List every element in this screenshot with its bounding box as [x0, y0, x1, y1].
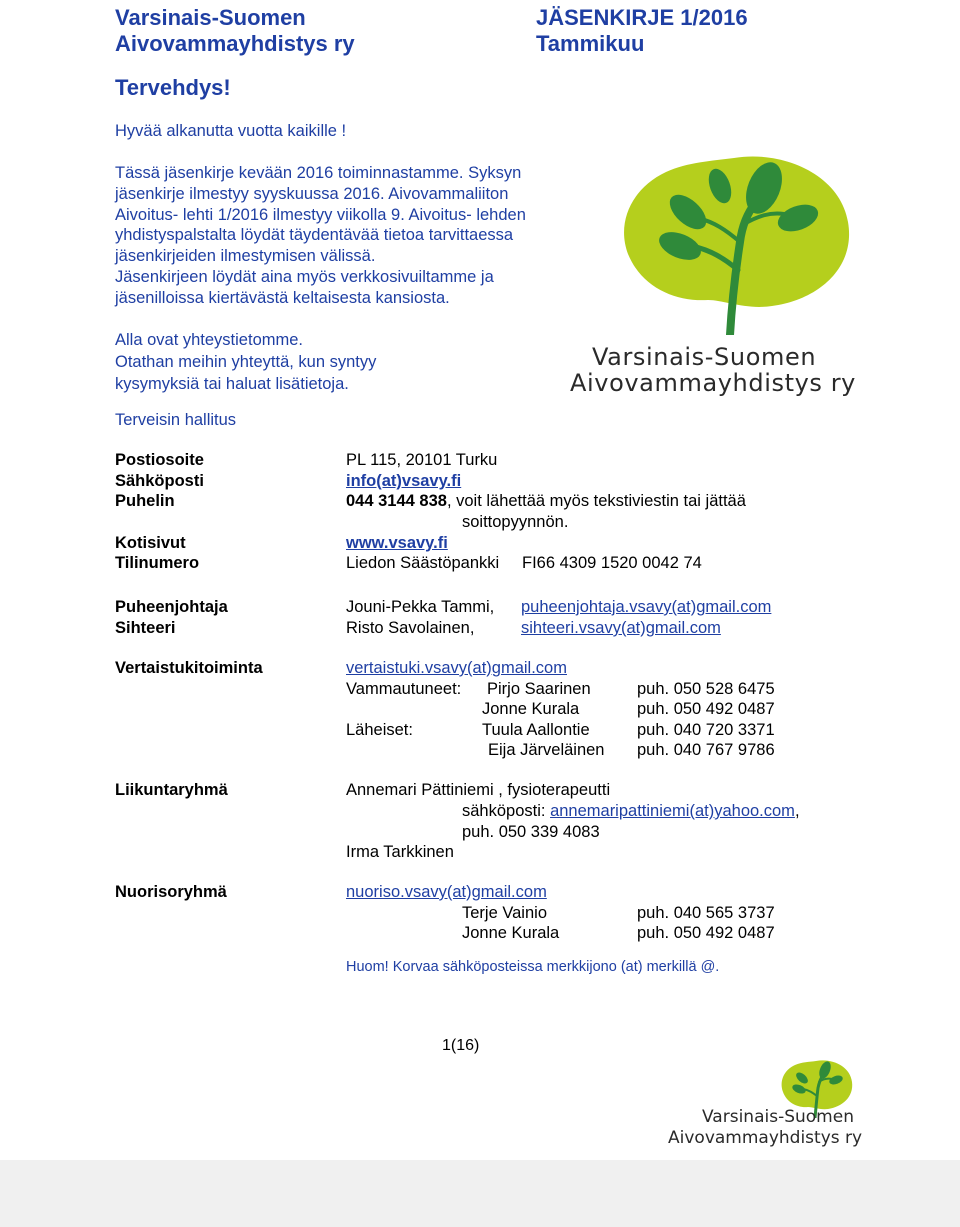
peer-person-name: Eija Järveläinen [488, 741, 605, 759]
phone-line [346, 491, 746, 512]
secretary-email-link[interactable]: sihteeri.vsavy(at)gmail.com [521, 619, 721, 637]
intro-line: Alla ovat yhteystietomme. [115, 331, 303, 349]
peer-person-name: Pirjo Saarinen [487, 680, 591, 698]
exercise-email-line [462, 801, 800, 822]
greeting: Tervehdys! [115, 75, 231, 100]
youth-group-label: Nuorisoryhmä [115, 883, 227, 901]
phone-number: 044 3144 838 [346, 492, 447, 510]
intro-line: Aivoitus- lehti 1/2016 ilmestyy viikolla 9. Aivoitus- lehden [115, 205, 526, 224]
intro-line: jäsenkirje ilmestyy syyskuussa 2016. Aivovammaliiton [115, 184, 509, 203]
youth-person-name: Terje Vainio [462, 904, 547, 922]
exercise-second-leader: Irma Tarkkinen [346, 843, 454, 861]
exercise-leader: Annemari Pättiniemi , fysioterapeutti [346, 781, 611, 799]
logo-name-line1: Varsinais-Suomen [592, 343, 817, 371]
signoff: Terveisin hallitus [115, 411, 237, 429]
peer-person-name: Jonne Kurala [482, 700, 580, 718]
email-suffix: , [794, 802, 800, 820]
tree-logo-icon [612, 150, 856, 335]
youth-person-phone: puh. 040 565 3737 [637, 904, 775, 922]
secretary-label: Sihteeri [115, 619, 176, 637]
youth-person-name: Jonne Kurala [462, 924, 560, 942]
logo-name-line2: Aivovammayhdistys ry [570, 369, 856, 397]
chair-name: Jouni-Pekka Tammi, [346, 598, 495, 616]
intro-line: yhdistyspalstalta löydät täydentävää tietoa tarvittaessa [115, 226, 514, 245]
intro-line: Tässä jäsenkirje kevään 2016 toiminnastamme. Syksyn [115, 164, 522, 182]
letter-month: Tammikuu [536, 31, 645, 56]
account-bank: Liedon Säästöpankki [346, 554, 500, 572]
website-link[interactable]: www.vsavy.fi [346, 534, 448, 552]
intro-paragraph-2 [115, 329, 376, 395]
letter-title: JÄSENKIRJE 1/2016 [536, 5, 748, 30]
chair-email-link[interactable]: puheenjohtaja.vsavy(at)gmail.com [521, 598, 772, 616]
peer-person-phone: puh. 050 528 6475 [637, 680, 775, 698]
intro-line: jäsenilloissa kiertävästä keltaisesta kansiosta. [115, 288, 450, 307]
injured-label: Vammautuneet: [346, 680, 462, 698]
exercise-email-link[interactable]: annemaripattiniemi(at)yahoo.com [550, 802, 795, 820]
postal-address: PL 115, 20101 Turku [346, 451, 498, 469]
phone-note-cont: soittopyynnön. [462, 513, 569, 531]
exercise-phone: puh. 050 339 4083 [462, 823, 600, 841]
intro-line: kysymyksiä tai haluat lisätietoja. [115, 375, 349, 393]
relatives-label: Läheiset: [346, 721, 413, 739]
website-label: Kotisivut [115, 534, 186, 552]
peer-support-email-link[interactable]: vertaistuki.vsavy(at)gmail.com [346, 659, 567, 677]
peer-support-label: Vertaistukitoiminta [115, 659, 263, 677]
intro-line: jäsenkirjeiden ilmestymisen välissä. [115, 247, 376, 266]
postal-label: Postiosoite [115, 451, 204, 469]
email-prefix: sähköposti: [462, 802, 551, 820]
exercise-group-label: Liikuntaryhmä [115, 781, 228, 799]
footer-logo-line1: Varsinais-Suomen [702, 1107, 854, 1127]
email-note: Huom! Korvaa sähköposteissa merkkijono (at) merkillä @. [346, 959, 720, 975]
org-name-line2: Aivovammayhdistys ry [115, 31, 355, 56]
account-label: Tilinumero [115, 554, 200, 572]
org-name-line1: Varsinais-Suomen [115, 5, 306, 30]
phone-note: , voit lähettää myös tekstiviestin tai jättää [446, 492, 746, 510]
page-number: 1(16) [442, 1037, 480, 1054]
email-link[interactable]: info(at)vsavy.fi [346, 472, 462, 490]
chair-label: Puheenjohtaja [115, 598, 228, 616]
peer-person-phone: puh. 040 767 9786 [637, 741, 775, 759]
intro-line: Otathan meihin yhteyttä, kun syntyy [115, 353, 377, 371]
peer-person-name: Tuula Aallontie [482, 721, 590, 739]
youth-person-phone: puh. 050 492 0487 [637, 924, 775, 942]
intro-line: Jäsenkirjeen löydät aina myös verkkosivuiltamme ja [115, 267, 494, 286]
email-label: Sähköposti [115, 472, 204, 490]
peer-person-phone: puh. 040 720 3371 [637, 721, 775, 739]
youth-email-link[interactable]: nuoriso.vsavy(at)gmail.com [346, 883, 547, 901]
secretary-name: Risto Savolainen, [346, 619, 475, 637]
account-iban: FI66 4309 1520 0042 74 [522, 554, 702, 572]
peer-person-phone: puh. 050 492 0487 [637, 700, 775, 718]
footer-bar [0, 1160, 960, 1227]
intro-paragraph-1 [115, 163, 526, 309]
phone-label: Puhelin [115, 492, 175, 510]
footer-logo-line2: Aivovammayhdistys ry [668, 1128, 863, 1148]
intro-wish: Hyvää alkanutta vuotta kaikille ! [115, 122, 347, 140]
